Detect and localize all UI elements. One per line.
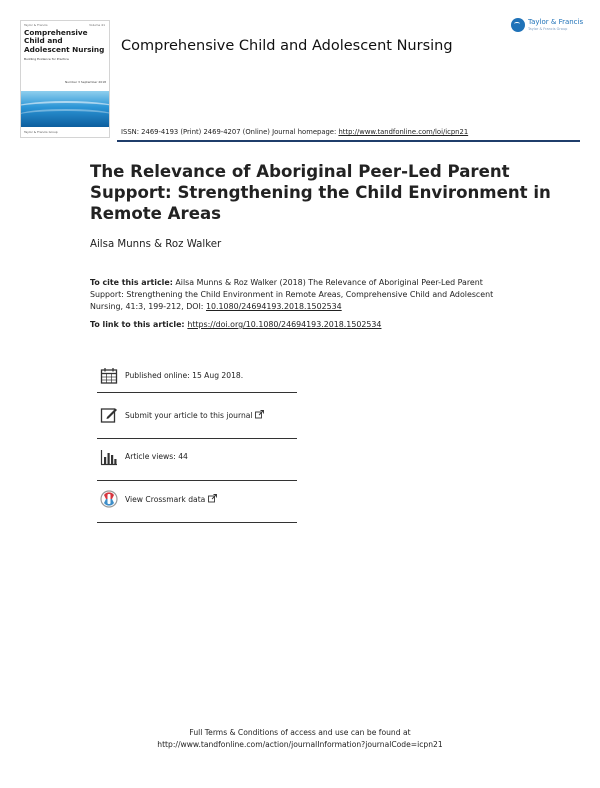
logo-name: Taylor & Francis: [528, 18, 584, 26]
crossmark-link[interactable]: [125, 494, 217, 504]
calendar-icon: [100, 367, 118, 385]
bar-chart-icon: [100, 448, 118, 466]
issn-text: ISSN: 2469-4193 (Print) 2469-4207 (Online) Journal homepage:: [121, 128, 339, 136]
article-link-line: [90, 320, 381, 329]
logo-tagline: Taylor & Francis Group: [528, 27, 568, 31]
taylor-francis-logo: [511, 15, 586, 37]
citation-label: To cite this article:: [90, 278, 173, 287]
article-authors: Ailsa Munns & Roz Walker: [90, 239, 222, 250]
external-link-icon: [255, 410, 264, 419]
doi-link[interactable]: 10.1080/24694193.2018.1502534: [205, 302, 342, 312]
cover-footer: Taylor & Francis Group: [24, 130, 58, 134]
cover-issue: Number 3 September 2018: [65, 80, 107, 84]
external-link-icon: [208, 494, 217, 503]
divider: [97, 480, 297, 481]
divider: [97, 522, 297, 523]
journal-homepage-link[interactable]: http://www.tandfonline.com/loi/icpn21: [338, 128, 469, 136]
cover-wave-artwork: [21, 91, 110, 127]
cover-subtitle: Building Evidence for Practice: [24, 57, 69, 61]
divider: [97, 392, 297, 393]
edit-icon: [100, 406, 118, 424]
article-url-link[interactable]: https://doi.org/10.1080/24694193.2018.1502534: [187, 320, 382, 329]
link-label: To link to this article:: [90, 320, 188, 329]
article-views-count: Article views: 44: [125, 452, 188, 461]
published-date: Published online: 15 Aug 2018.: [125, 371, 244, 380]
submit-article-label: Submit your article to this journal: [125, 411, 253, 420]
journal-cover-thumbnail: [20, 20, 110, 138]
cover-title: Comprehensive Child and Adolescent Nursing: [24, 28, 105, 54]
crossmark-icon: [100, 490, 118, 508]
citation-text: Ailsa Munns & Roz Walker (2018) The Relevance of Aboriginal Peer-Led Parent Support: Strengthening the Child Environment in Remote Areas, Comprehensive Child and Adolescent Nursing, 41:3, 199-212, DOI:: [90, 278, 494, 312]
terms-text: Full Terms & Conditions of access and use can be found at: [189, 728, 411, 737]
logo-icon: [511, 18, 525, 32]
issn-line: [121, 128, 468, 136]
divider: [97, 438, 297, 439]
header-divider: [117, 140, 580, 142]
cover-volume: Volume 41: [89, 23, 105, 27]
terms-footer: [0, 727, 600, 751]
cover-publisher: Taylor & Francis: [24, 23, 48, 27]
crossmark-label: View Crossmark data: [125, 495, 206, 504]
citation-block: [90, 277, 510, 314]
journal-information-link[interactable]: http://www.tandfonline.com/action/journalInformation?journalCode=icpn21: [157, 740, 443, 749]
journal-title: Comprehensive Child and Adolescent Nursing: [121, 38, 453, 54]
article-title: The Relevance of Aboriginal Peer-Led Parent Support: Strengthening the Child Environment in Remote Areas: [90, 162, 551, 223]
submit-article-link[interactable]: [125, 410, 264, 420]
